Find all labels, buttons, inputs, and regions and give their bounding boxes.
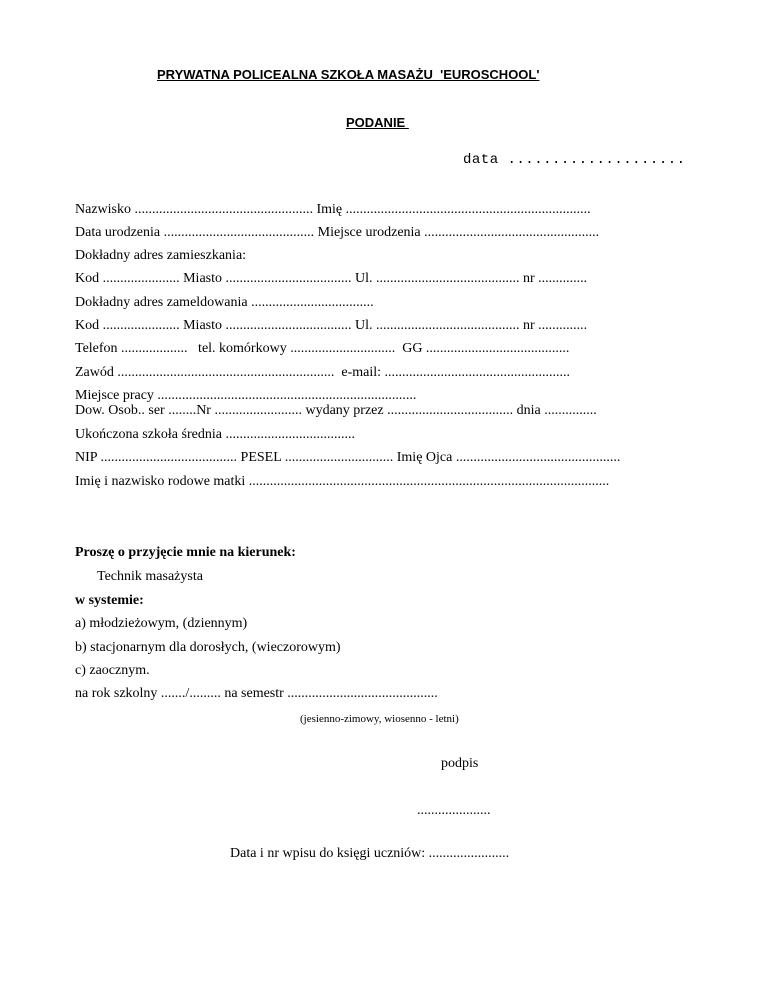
request-heading: Proszę o przyjęcie mnie na kierunek: bbox=[75, 545, 296, 560]
profession-email-field: Zawód .............................................................. e-mail: ..................................................... bbox=[75, 365, 571, 380]
registered-address-label: Dokładny adres zameldowania ................................... bbox=[75, 295, 374, 310]
course-name: Technik masażysta bbox=[97, 569, 203, 584]
signature-label: podpis bbox=[441, 756, 479, 771]
birth-date-place-field: Data urodzenia ........................................... Miejsce urodzenia .................................................. bbox=[75, 225, 600, 240]
surname-name-field: Nazwisko ................................................... Imię ...................................................................... bbox=[75, 202, 591, 217]
signature-line: ..................... bbox=[417, 803, 491, 818]
nip-pesel-field: NIP ....................................... PESEL ............................... Imię Ojca ............................................... bbox=[75, 450, 621, 465]
registry-field: Data i nr wpisu do księgi uczniów: ....................... bbox=[230, 846, 510, 861]
school-year-field: na rok szkolny ......./......... na semestr ........................................... bbox=[75, 686, 438, 701]
residence-address-field: Kod ...................... Miasto .................................... Ul. ......................................... nr .............. bbox=[75, 271, 588, 286]
option-extramural: c) zaocznym. bbox=[75, 663, 150, 678]
school-name-header: PRYWATNA POLICEALNA SZKOŁA MASAŻU 'EUROSCHOOL' bbox=[157, 67, 540, 82]
mother-name-field: Imię i nazwisko rodowe matki ....................................................................................................... bbox=[75, 474, 610, 489]
option-evening: b) stacjonarnym dla dorosłych, (wieczorowym) bbox=[75, 640, 341, 655]
registered-address-field: Kod ...................... Miasto .................................... Ul. ......................................... nr .............. bbox=[75, 318, 588, 333]
id-card-field: Dow. Osob.. ser ........Nr ......................... wydany przez .................................... dnia ............... bbox=[75, 403, 597, 418]
residence-address-label: Dokładny adres zamieszkania: bbox=[75, 248, 247, 263]
option-daytime: a) młodzieżowym, (dziennym) bbox=[75, 616, 248, 631]
semester-note: (jesienno-zimowy, wiosenno - letni) bbox=[300, 713, 459, 725]
workplace-field: Miejsce pracy .......................................................................... bbox=[75, 388, 417, 403]
date-field: data .................... bbox=[463, 152, 686, 168]
system-heading: w systemie: bbox=[75, 593, 144, 608]
phone-field: Telefon ................... tel. komórkowy .............................. GG ......................................... bbox=[75, 341, 570, 356]
high-school-field: Ukończona szkoła średnia ..................................... bbox=[75, 427, 355, 442]
document-title: PODANIE bbox=[346, 115, 409, 130]
